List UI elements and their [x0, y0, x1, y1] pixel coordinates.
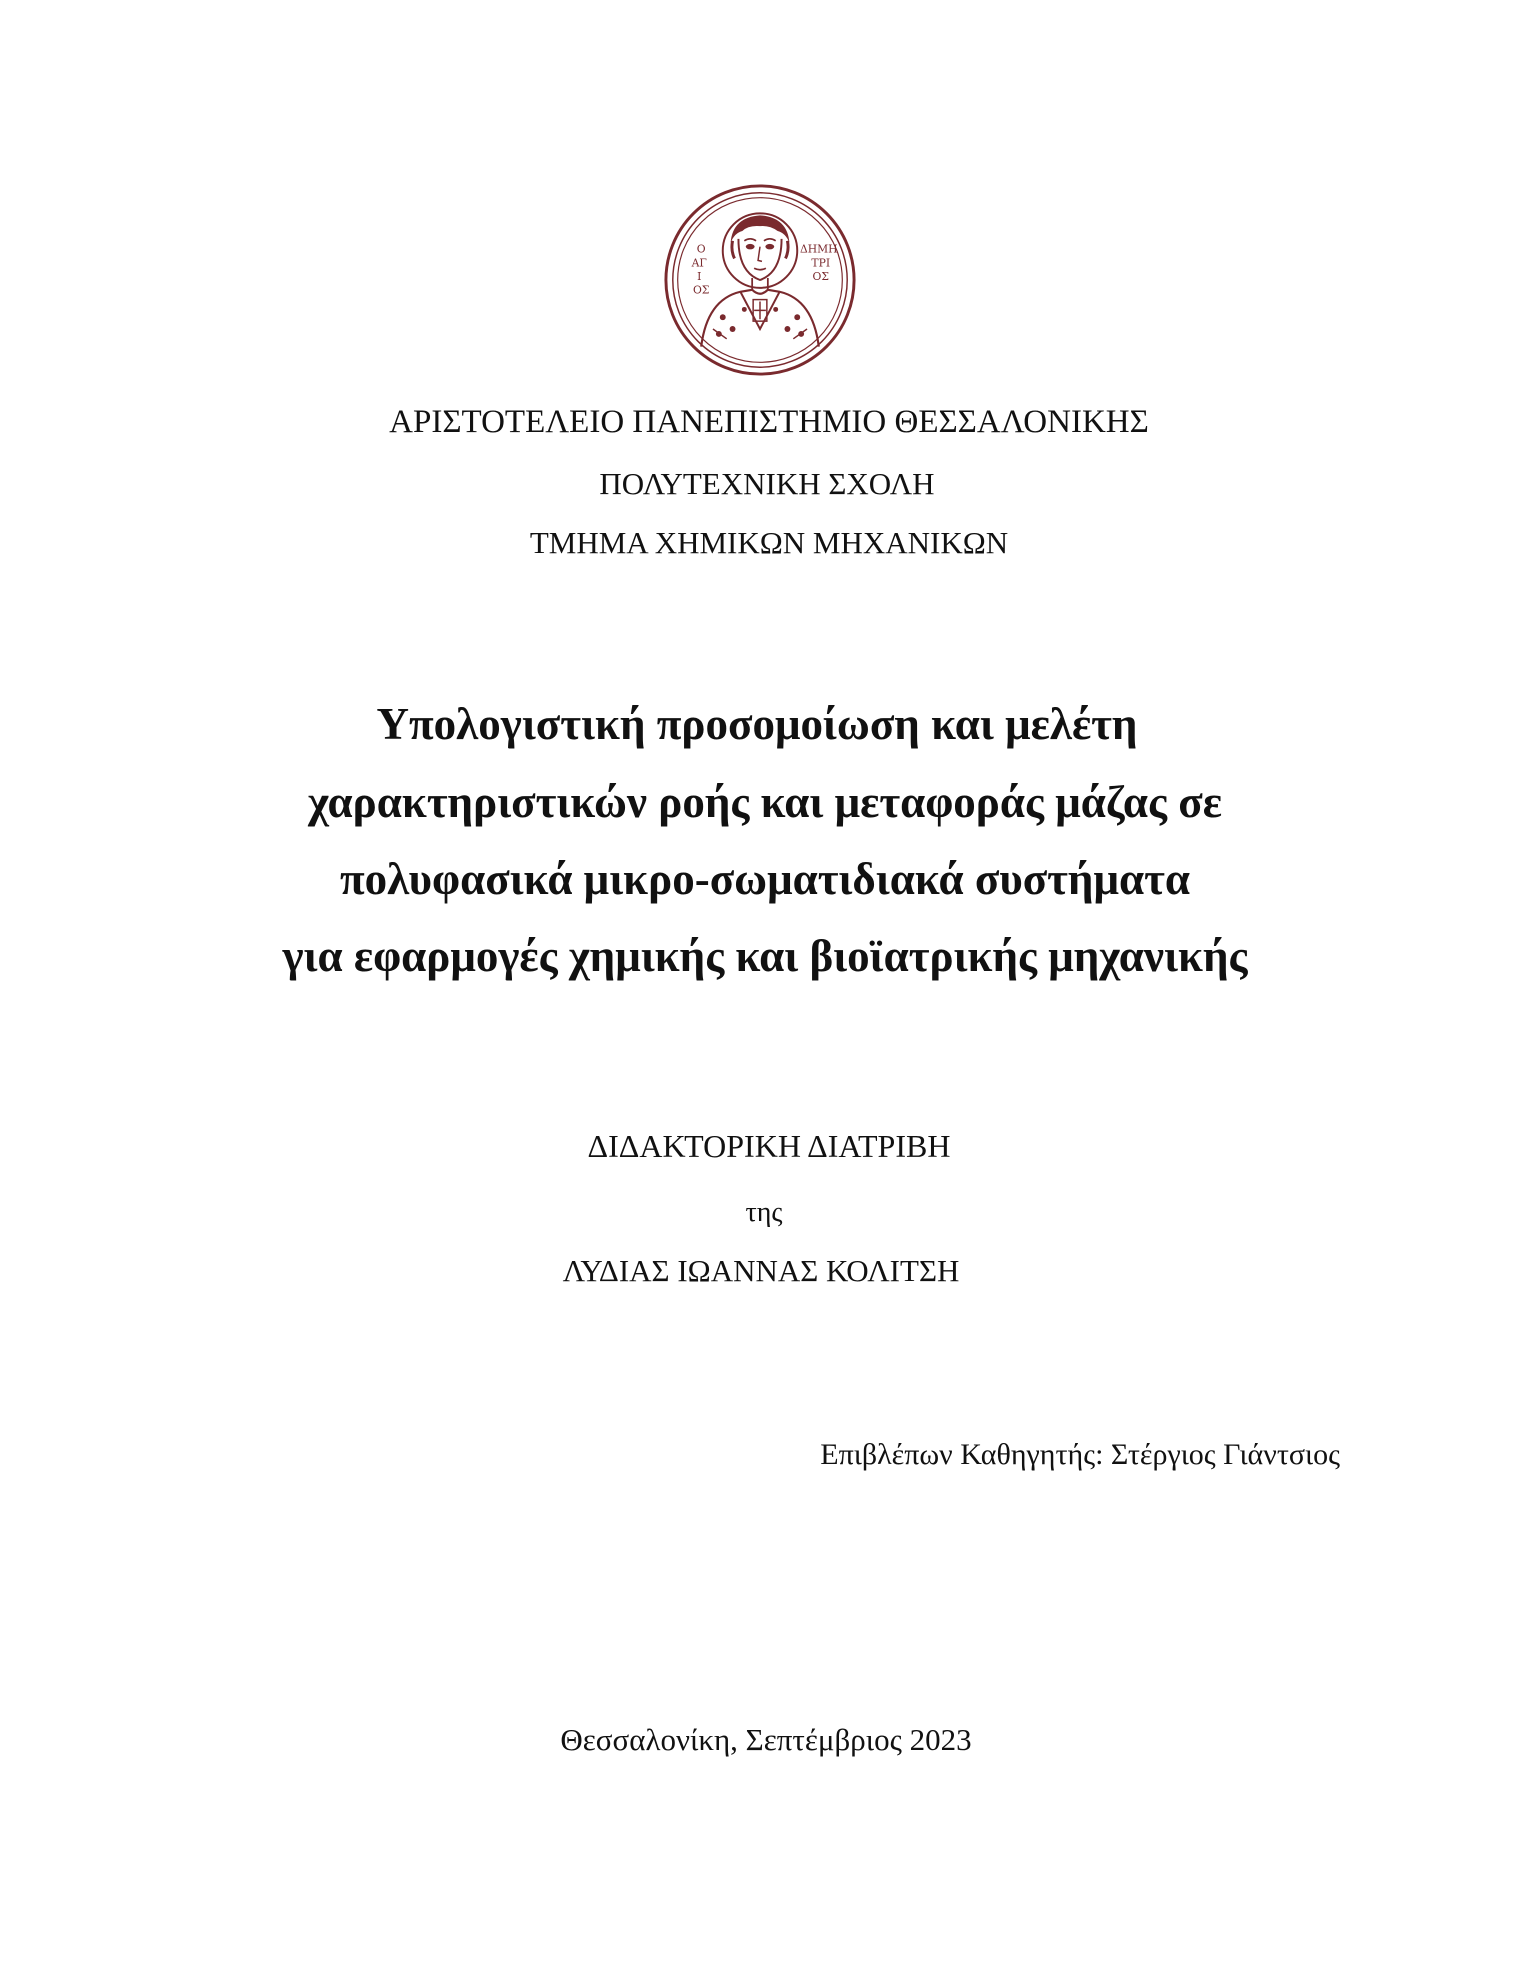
svg-text:ΟΣ: ΟΣ: [692, 283, 710, 297]
svg-text:ΑΓ: ΑΓ: [691, 256, 707, 270]
author-name: ΛΥΔΙΑΣ ΙΩΑΝΝΑΣ ΚΟΛΙΤΣΗ: [562, 1253, 960, 1288]
university-seal-icon: [662, 182, 858, 378]
school-name: ΠΟΛΥΤΕΧΝΙΚΗ ΣΧΟΛΗ: [599, 466, 935, 501]
place-date: Θεσσαλονίκη, Σεπτέμβριος 2023: [560, 1722, 972, 1757]
thesis-title-line: Υπολογιστική προσομοίωση και μελέτη: [376, 699, 1138, 749]
thesis-type: ΔΙΔΑΚΤΟΡΙΚΗ ΔΙΑΤΡΙΒΗ: [587, 1128, 951, 1164]
svg-text:ΔΗΜΗ: ΔΗΜΗ: [800, 242, 838, 256]
svg-text:ΟΣ: ΟΣ: [812, 270, 829, 283]
svg-text:ΤΡΙ: ΤΡΙ: [811, 256, 831, 270]
thesis-of-label: της: [745, 1197, 783, 1228]
supervisor-line: Επιβλέπων Καθηγητής: Στέργιος Γιάντσιος: [820, 1438, 1340, 1471]
department-name: ΤΜΗΜΑ ΧΗΜΙΚΩΝ ΜΗΧΑΝΙΚΩΝ: [529, 525, 1009, 560]
thesis-title-line: για εφαρμογές χημικής και βιοϊατρικής μηχανικής: [282, 931, 1248, 981]
thesis-title-line: χαρακτηριστικών ροής και μεταφοράς μάζας σε: [308, 777, 1222, 827]
svg-text:Ι: Ι: [697, 270, 702, 283]
thesis-title-line: πολυφασικά μικρο-σωματιδιακά συστήματα: [340, 854, 1190, 904]
svg-text:Ο: Ο: [696, 242, 706, 256]
university-name: ΑΡΙΣΤΟΤΕΛΕΙΟ ΠΑΝΕΠΙΣΤΗΜΙΟ ΘΕΣΣΑΛΟΝΙΚΗΣ: [389, 404, 1149, 440]
